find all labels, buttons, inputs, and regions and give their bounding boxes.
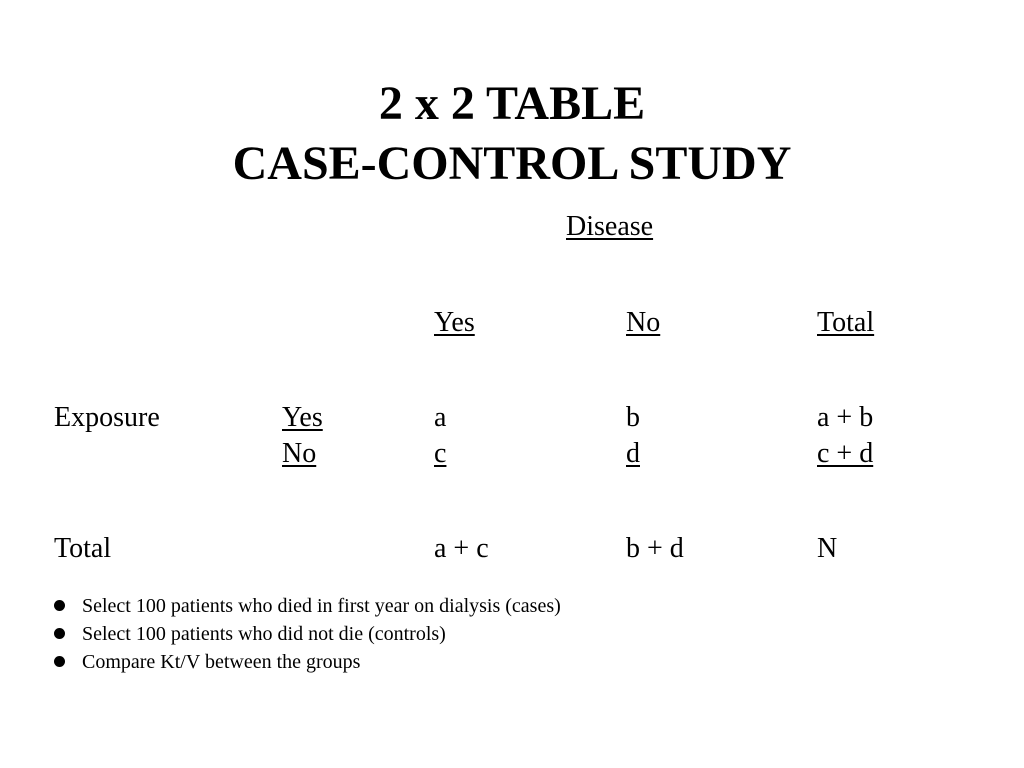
- cell-a-plus-b: a + b: [817, 402, 874, 433]
- cell-n: N: [817, 533, 838, 564]
- bullet-dot-icon: [54, 600, 65, 611]
- cell-a-plus-c: a + c: [434, 533, 489, 564]
- cell-b-plus-d: b + d: [626, 533, 684, 564]
- row-label-no: No: [282, 438, 317, 469]
- totals-row-label: Total: [54, 533, 112, 564]
- column-header-yes: Yes: [434, 307, 475, 338]
- bullet-dot-icon: [54, 628, 65, 639]
- cell-d: d: [626, 438, 640, 469]
- bullet-text: Compare Kt/V between the groups: [82, 651, 361, 673]
- cell-a: a: [434, 402, 447, 433]
- bullet-dot-icon: [54, 656, 65, 667]
- slide-title-line-2: CASE-CONTROL STUDY: [232, 137, 792, 190]
- row-label-yes: Yes: [282, 402, 323, 433]
- cell-b: b: [626, 402, 640, 433]
- column-group-label-disease: Disease: [566, 211, 654, 242]
- bullet-text: Select 100 patients who died in first year on dialysis (cases): [82, 595, 561, 617]
- column-header-total: Total: [817, 307, 875, 338]
- bullet-text: Select 100 patients who did not die (controls): [82, 623, 446, 645]
- slide-title-line-1: 2 x 2 TABLE: [378, 77, 646, 130]
- cell-c-plus-d: c + d: [817, 438, 874, 469]
- cell-c: c: [434, 438, 447, 469]
- row-group-label-exposure: Exposure: [54, 402, 160, 433]
- column-header-no: No: [626, 307, 661, 338]
